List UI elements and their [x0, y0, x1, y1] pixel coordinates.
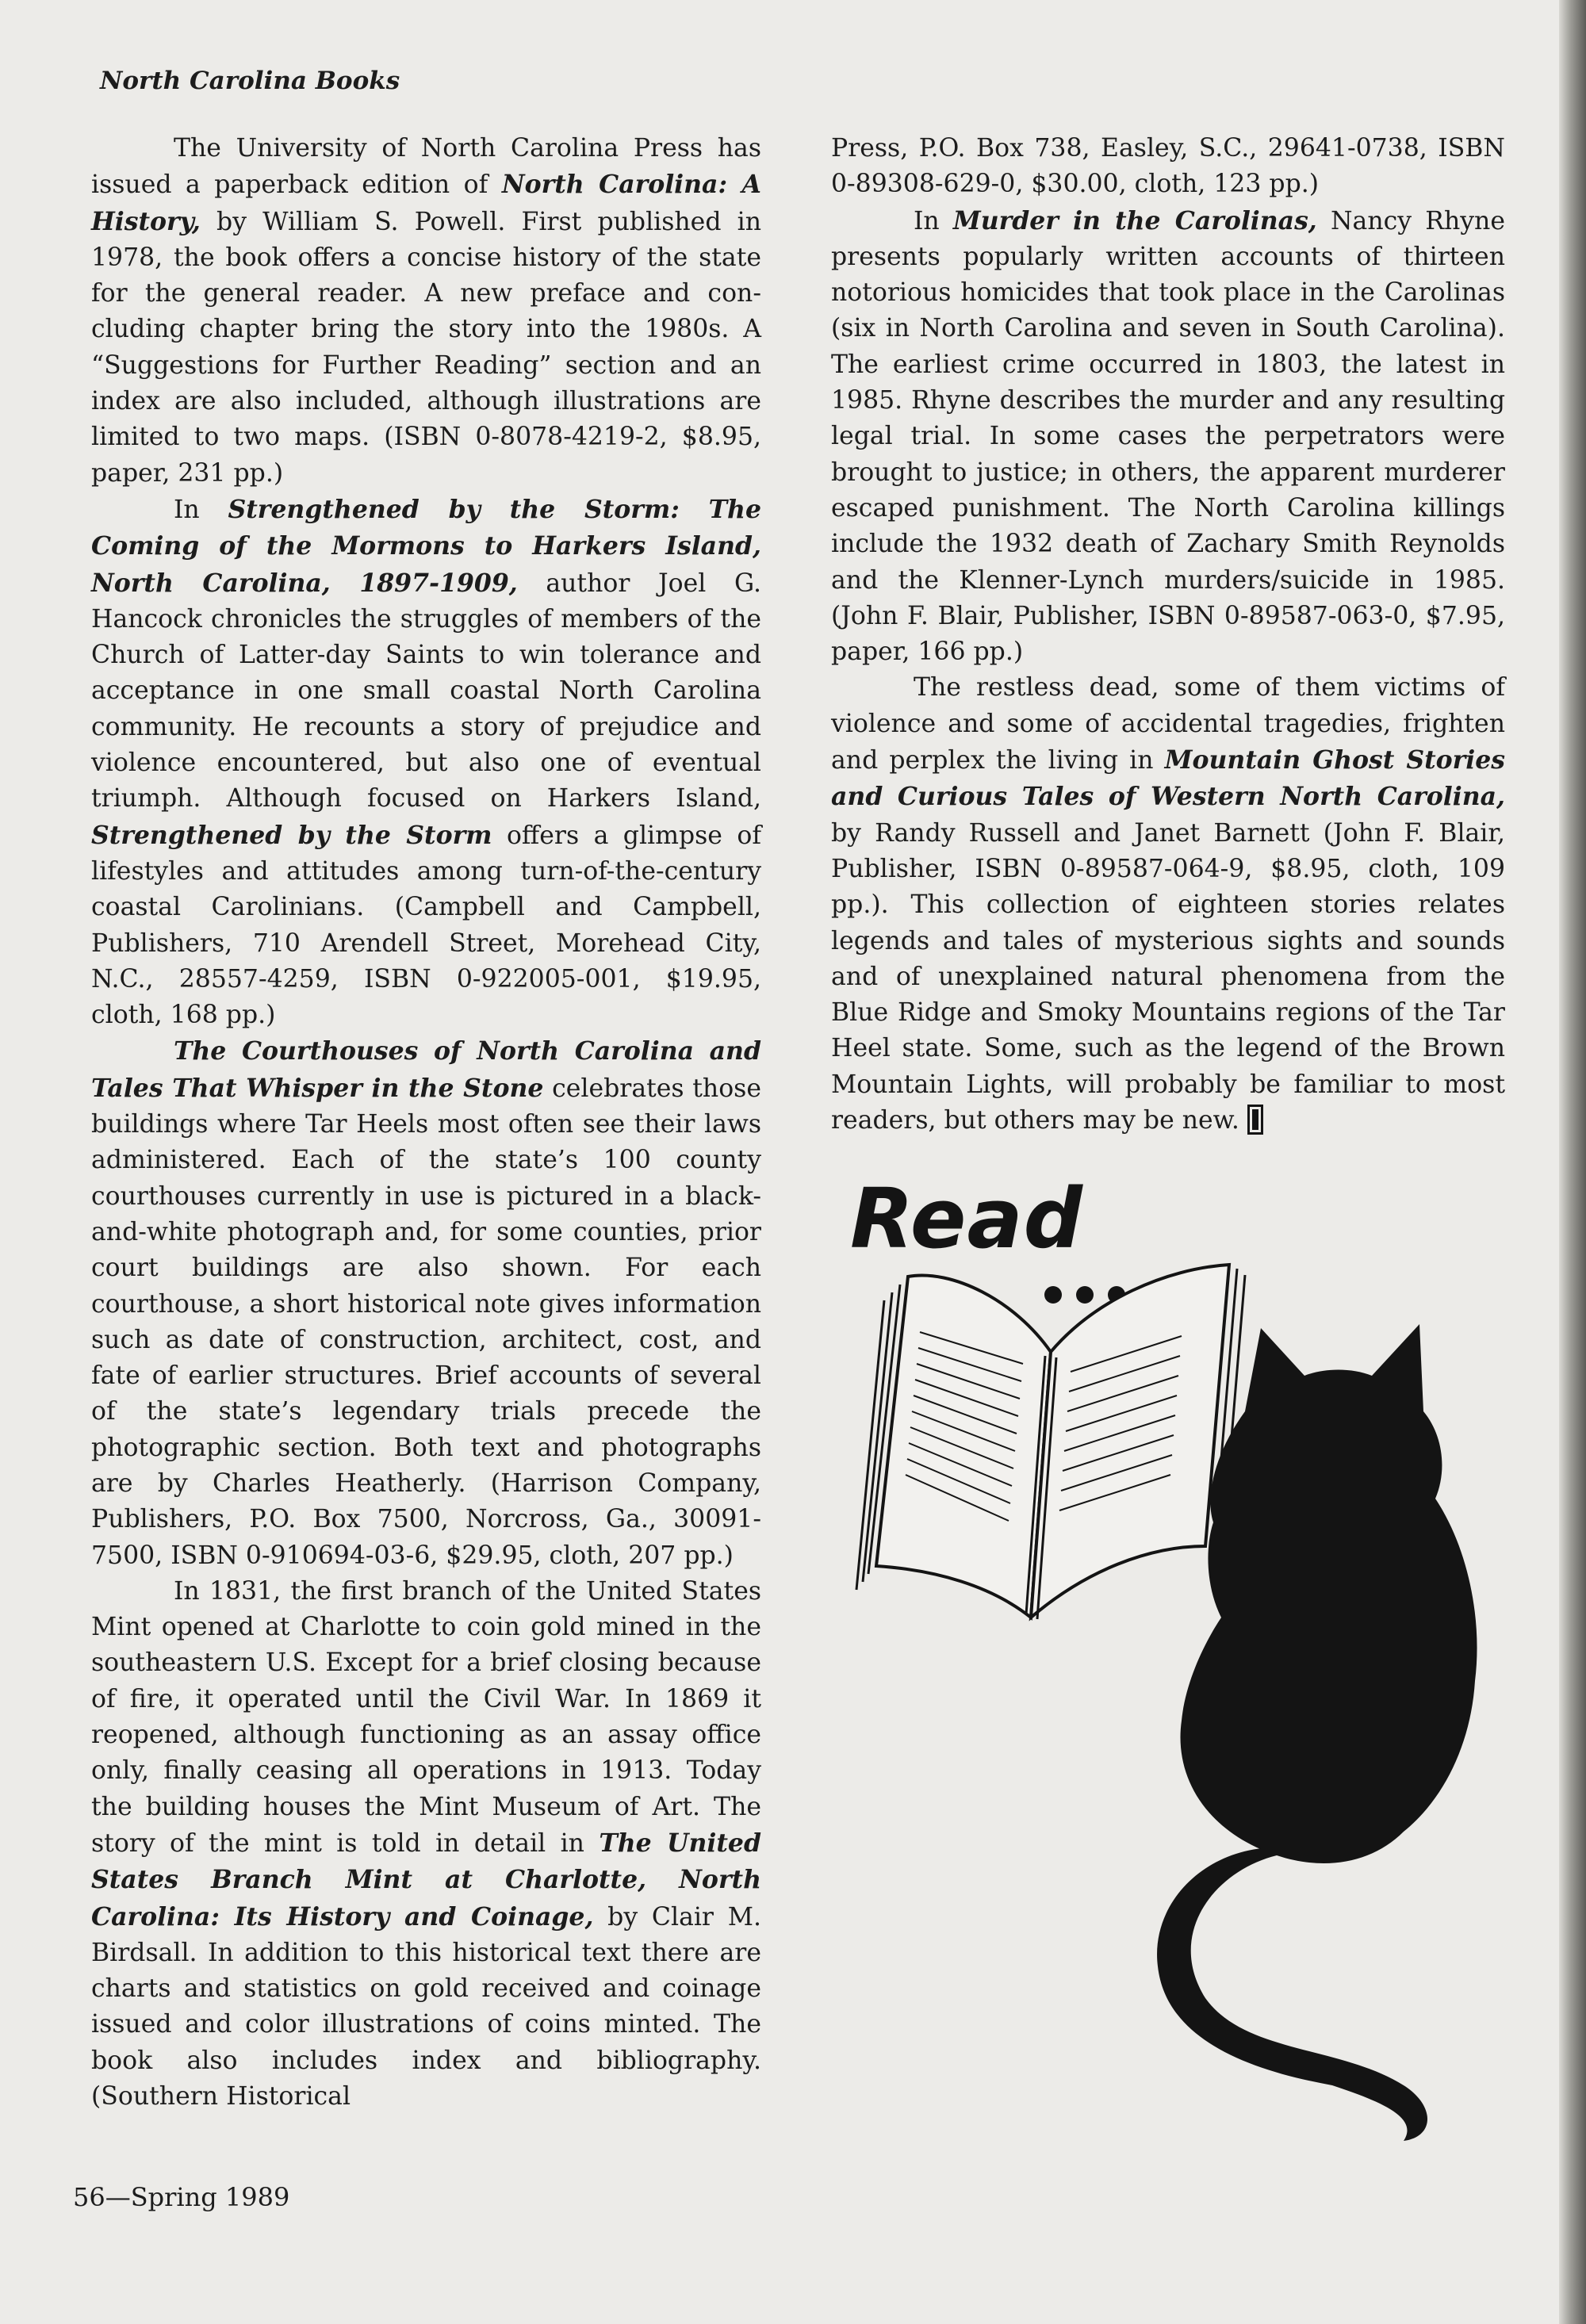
paragraph-continuation: Press, P.O. Box 738, Easley, S.C., 29641-0738, ISBN 0-89308-629-0, $30.00, cloth, 123 pp.)	[831, 134, 1505, 199]
paragraph-mountain-ghost-stories: The restless dead, some of them victims of violence and some of accidental tragedies, frighten and perplex the living in Mountain Ghost Stories and Curious Tales of Western North Carolina, by Randy Russell and Janet Barnett (John F. Blair, Publisher, ISBN 0-89587-064-9, $8.95, cloth, 109 pp.). This collection of eighteen stories relates legends and tales of mysterious sights and sounds and of unexplained natural phenomena from the Blue Ridge and Smoky Mountains regions of the Tar Heel state. Some, such as the legend of the Brown Mountain Lights, will probably be familiar to most readers, but others may be new.	[831, 673, 1505, 1135]
left-column	[91, 131, 761, 2115]
book-title: The Courthouses of North Carolina and Tales That Whisper in the Stone	[91, 1036, 761, 1103]
paragraph-north-carolina-history: The University of North Carolina Press has issued a paperback edition of North Carolina: A History, by William S. Powell. First published in 1978, the book offers a concise history of the state for the general reader. A new preface and concluding chapter bring the story into the 1980s. A “Suggestions for Further Reading” section and an index are also included, although illustrations are limited to two maps. (ISBN 0-8078-4219-2, $8.95, paper, 231 pp.)	[91, 134, 761, 488]
page-footer: 56—Spring 1989	[73, 2182, 290, 2212]
paragraph-branch-mint: In 1831, the first branch of the United States Mint opened at Charlotte to coin gold mined in the southeastern U.S. Except for a brief closing because of fire, it operated until the Civil War. In 1869 it reopened, although functioning as an assay office only, finally ceasing all operations in 1913. Today the building houses the Mint Museum of Art. The story of the mint is told in detail in The United States Branch Mint at Charlotte, North Carolina: Its History and Coinage, by Clair M. Birdsall. In addition to this historical text there are charts and statistics on gold received and coinage issued and color illustrations of coins minted. The book also includes index and bibliography. (Southern Historical	[91, 1576, 761, 2112]
book-title: Mountain Ghost Stories and Curious Tales of Western North Carolina,	[831, 745, 1505, 812]
cat-reading-book-illustration	[833, 1173, 1530, 2149]
paragraph-courthouses: The Courthouses of North Carolina and Tales That Whisper in the Stone celebrates those buildings where Tar Heels most often see their laws administered. Each of the state’s 100 county courthouses currently in use is pictured in a black-and-white photograph and, for some counties, prior court buildings are also shown. For each courthouse, a short historical note gives information such as date of construction, architect, cost, and fate of earlier structures. Brief accounts of several of the state’s legendary trials precede the photographic section. Both text and photographs are by Charles Heatherly. (Harrison Company, Publishers, P.O. Box 7500, Norcross, Ga., 30091-7500, ISBN 0-910694-03-6, $29.95, cloth, 207 pp.)	[91, 1036, 761, 1570]
right-column	[831, 131, 1505, 1139]
book-title: Strengthened by the Storm	[91, 820, 492, 850]
page-edge-shadow	[1559, 0, 1586, 2324]
end-of-article-icon	[1247, 1105, 1263, 1135]
paragraph-strengthened-by-the-storm: In Strengthened by the Storm: The Coming of the Mormons to Harkers Island, North Carolina, 1897-1909, author Joel G. Hancock chronicles the struggles of members of the Church of Latter-day Saints to win tolerance and acceptance in one small coastal North Carolina community. He recounts a story of prejudice and violence encountered, but also one of eventual triumph. Although focused on Harkers Island, Strengthened by the Storm offers a glimpse of lifestyles and attitudes among turn-of-the-century coastal Carolinians. (Campbell and Campbell, Publishers, 710 Arendell Street, Morehead City, N.C., 28557-4259, ISBN 0-922005-001, $19.95, cloth, 168 pp.)	[91, 494, 762, 1030]
book-title: Murder in the Carolinas,	[952, 205, 1317, 235]
book-title: Strengthened by the Storm: The Coming of the Mormons to Harkers Island, North Carolina, 1897-1909,	[91, 494, 761, 598]
illustration-caption: Read	[850, 1170, 1084, 1267]
paragraph-murder-in-the-carolinas: In Murder in the Carolinas, Nancy Rhyne presents popularly written accounts of thirteen notorious homicides that took place in the Carolinas (six in North Carolina and seven in South Carolina). The earliest crime occurred in 1803, the latest in 1985. Rhyne describes the murder and any resulting legal trial. In some cases the perpetrators were brought to justice; in others, the apparent murderer escaped punishment. The North Carolina killings include the 1932 death of Zachary Smith Reynolds and the Klenner-Lynch murders/suicide in 1985. (John F. Blair, Publisher, ISBN 0-89587-063-0, $7.95, paper, 166 pp.)	[831, 205, 1505, 667]
book-title: North Carolina: A History,	[91, 170, 761, 236]
book-title: The United States Branch Mint at Charlotte, North Carolina: Its History and Coinage,	[91, 1828, 761, 1932]
running-head: North Carolina Books	[100, 67, 400, 95]
